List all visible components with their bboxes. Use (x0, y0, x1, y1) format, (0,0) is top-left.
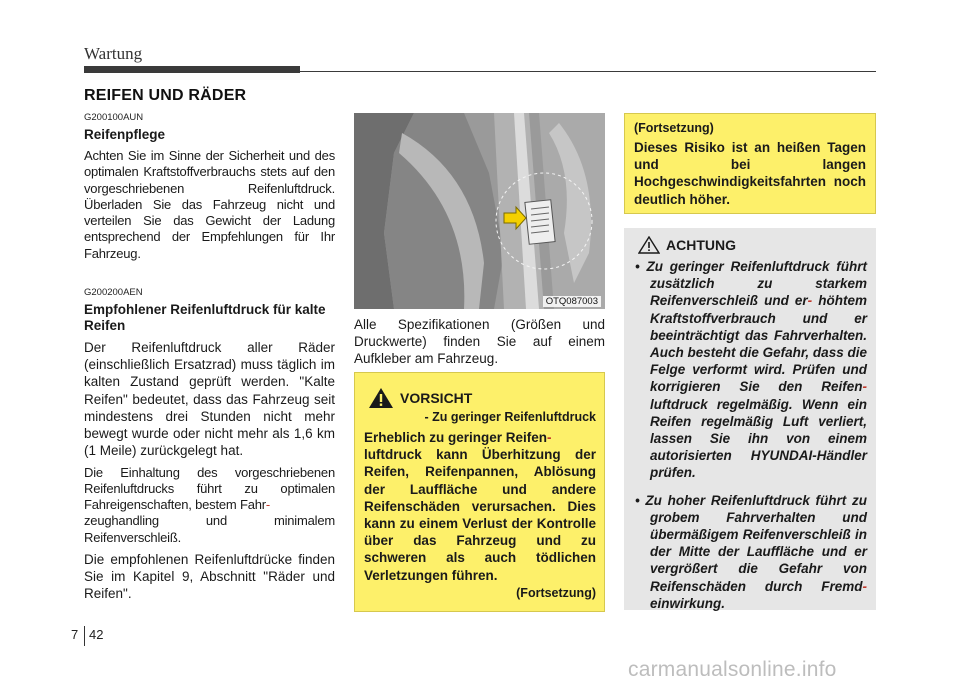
continuation-title: (Fortsetzung) (634, 121, 714, 135)
section-code-tire-care: G200100AUN (84, 112, 144, 123)
warning-triangle-icon (368, 387, 394, 409)
figure-tire-label-location (354, 113, 605, 309)
figure-caption: Alle Spezifikationen (Größen und Druckwerte) finden Sie auf einem Aufkleber am Fahrzeug. (354, 317, 605, 367)
heading-cold-pressure: Empfohlener Reifenluftdruck für kalte Reifen (84, 302, 326, 334)
header-rule (300, 71, 876, 72)
caution-box (354, 372, 605, 612)
running-header: Wartung (84, 44, 143, 63)
paragraph-tire-care: Achten Sie im Sinne der Sicherheit und des optimalen Kraftstoffverbrauchs stets auf den vorgeschriebenen Reifenluftdruck. Überladen Sie das Fahrzeug nicht und verteilen Sie das Gewicht der Ladung entsprechend der Empfehlungen für Ihr Fahrzeug. (84, 148, 335, 261)
caution-subtitle: - Zu geringer Reifenluftdruck (424, 410, 596, 424)
paragraph-chapter-reference: Die empfohlenen Reifenluftdrücke finden Sie im Kapitel 9, Abschnitt "Räder und Reifen". (84, 551, 335, 602)
left-column (84, 112, 335, 608)
paragraph-optimal-pressure: Die Einhaltung des vorgeschriebenen Reifenluftdrucks führt zu optimalen Fahreigenschaften, bestem Fahr- zeughandling und minimalem Reifenverschleiß. (84, 464, 335, 545)
attention-triangle-icon (638, 236, 660, 254)
watermark: carmanualsonline.info (628, 658, 837, 681)
figure-label: OTQ087003 (543, 296, 601, 307)
paragraph-cold-check: Der Reifenluftdruck aller Räder (einschließlich Ersatzrad) muss täglich im kalten Zustand geprüft werden. "Kalte Reifen" bedeutet, dass das Fahrzeug seit mindestens drei Stunden nicht mehr bewegt wurde oder nicht mehr als 1,6 km (1 Meile) zurückgelegt hat. (84, 340, 335, 459)
page-number: 42 (89, 627, 104, 642)
door-pillar-illustration (354, 113, 605, 309)
chapter-number: 7 (71, 627, 79, 642)
section-code-cold-pressure: G200200AEN (84, 287, 143, 299)
heading-tire-care: Reifenpflege (84, 127, 166, 142)
achtung-box (624, 228, 876, 610)
caution-title: VORSICHT (400, 390, 473, 406)
page-number-divider (84, 626, 85, 646)
caution-body: Erheblich zu geringer Reifen- luftdruck kann Überhitzung der Reifen, Reifenpannen, Ablösung der Lauffläche und andere Reifenschäden verursachen. Dies kann zu einem Verlust der Kontrolle über das Fahrzeug und zu schweren als auch tödlichen Verletzungen führen. (364, 430, 596, 583)
caution-continued: (Fortsetzung) (516, 585, 596, 600)
achtung-bullet-high-pressure: • Zu hoher Reifenluftdruck führt zu grobem Fahrverhalten und übermäßigem Reifenverschleiß in der Mitte der Lauffläche und er vergrößert die Gefahr von Reifenschäden durch Fremd- einwirkung. (635, 492, 867, 611)
header-bar (84, 66, 300, 73)
continuation-box (624, 113, 876, 214)
continuation-body: Dieses Risiko ist an heißen Tagen und bei langen Hochgeschwindigkeitsfahrten noch deutlich höher. (634, 140, 866, 207)
achtung-bullet-low-pressure: • Zu geringer Reifenluftdruck führt zusätzlich zu starkem Reifenverschleiß und er- höhtem Kraftstoffverbrauch und er beeinträchtigt das Fahrverhalten. Auch besteht die Gefahr, dass die Felge verformt wird. Prüfen und korrigieren Sie den Reifen- luftdruck regelmäßig. Wenn ein Reifen regelmäßig Luft verliert, lassen Sie ihn von einem autorisierten HYUNDAI-Händler prüfen. (635, 259, 867, 481)
section-title: REIFEN UND RÄDER (84, 87, 247, 104)
achtung-title: ACHTUNG (666, 237, 736, 253)
